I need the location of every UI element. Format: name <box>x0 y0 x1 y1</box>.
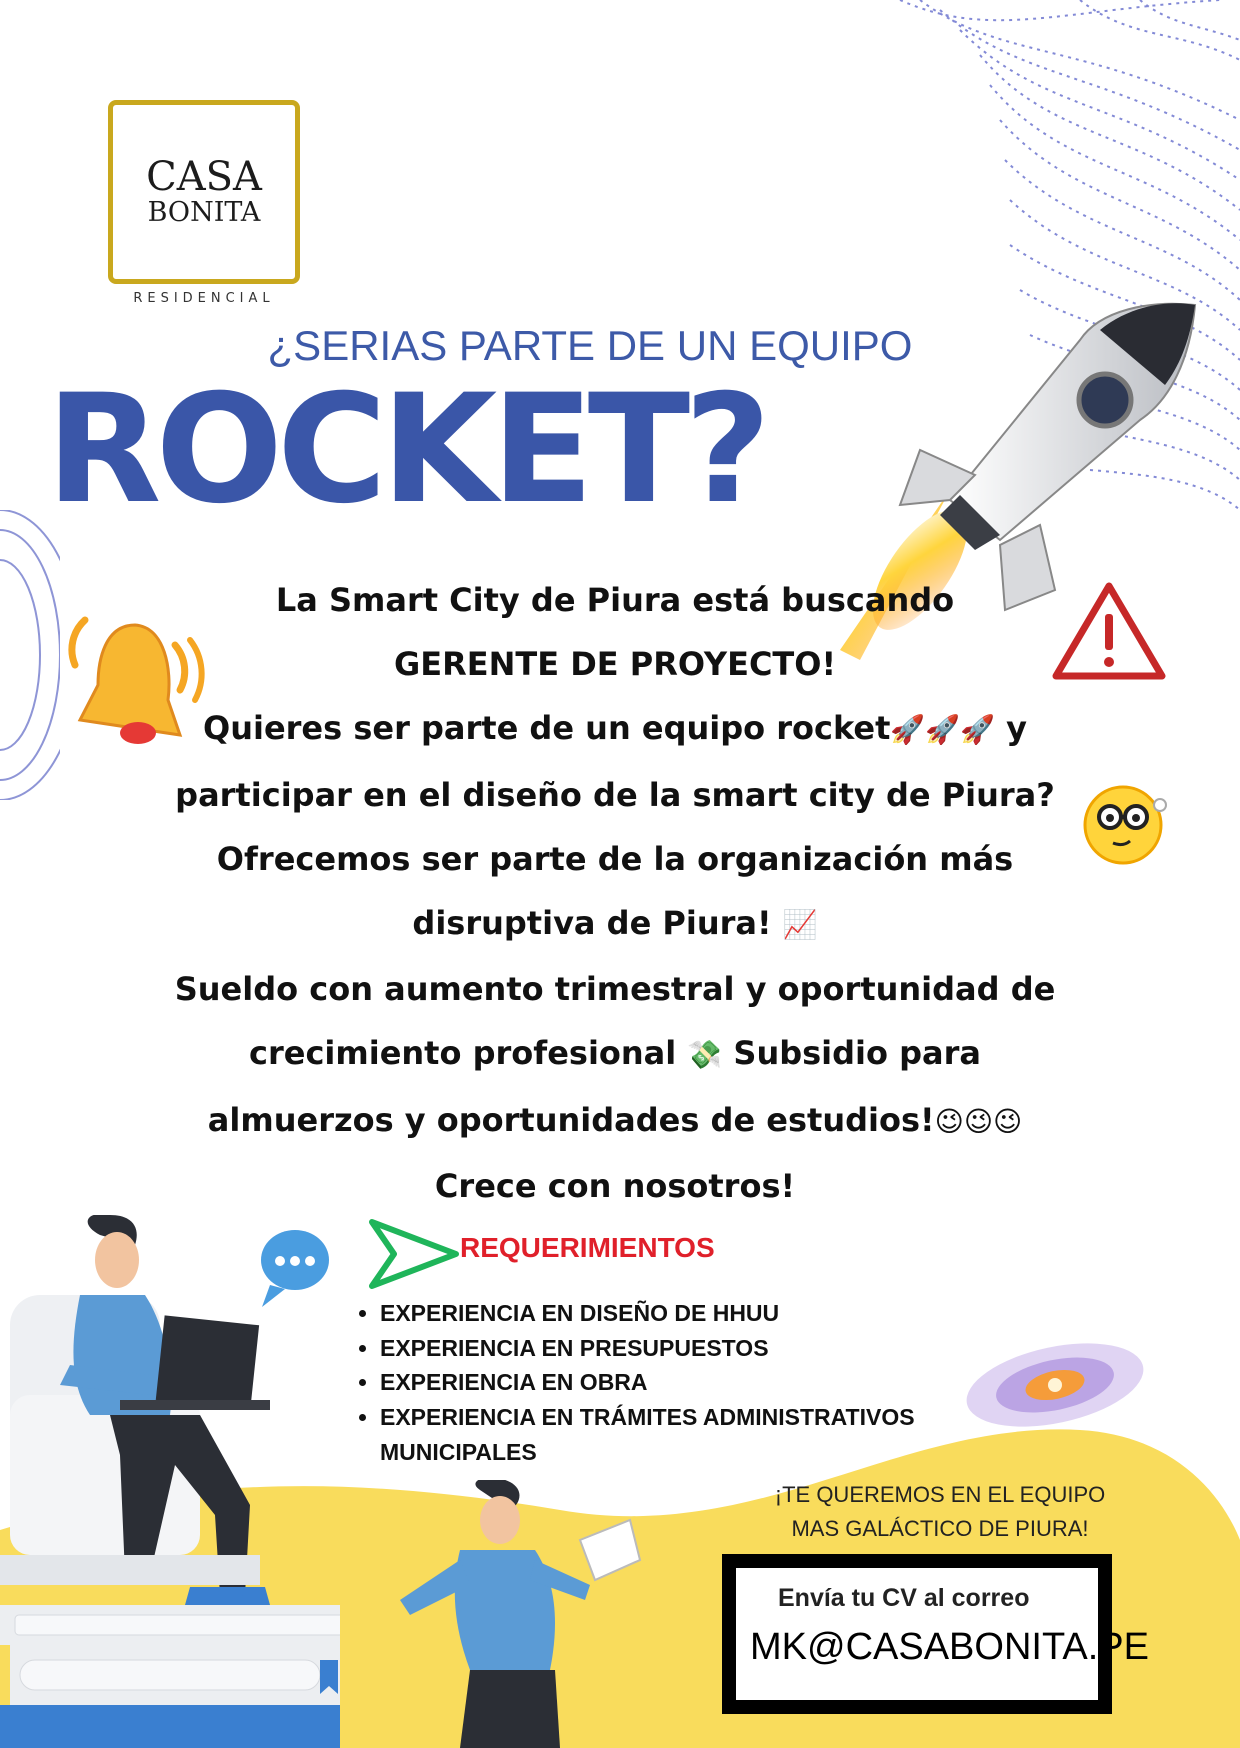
body-line-1: La Smart City de Piura está buscando <box>275 581 955 619</box>
body-line-9-text: almuerzos y oportunidades de estudios! <box>207 1100 935 1139</box>
requirement-item: • EXPERIENCIA EN TRÁMITES ADMINISTRATIVOS MUNICIPALES <box>380 1400 940 1469</box>
body-line-2: GERENTE DE PROYECTO! <box>393 645 837 684</box>
rocket-emoji: 🚀🚀🚀 <box>890 713 995 747</box>
requirement-item: • EXPERIENCIA EN OBRA <box>380 1365 940 1400</box>
bookmark-icon <box>318 1660 340 1696</box>
requirements-list <box>340 1296 940 1470</box>
concentric-arcs-decoration <box>0 510 60 800</box>
galaxy-icon <box>955 1325 1155 1445</box>
money-emoji: 💸 <box>687 1038 723 1072</box>
headline-question: ¿SERIAS PARTE DE UN EQUIPO <box>267 322 913 369</box>
logo-subtitle: RESIDENCIAL <box>133 291 275 306</box>
requirement-item: • EXPERIENCIA EN DISEÑO DE HHUU <box>380 1296 940 1331</box>
body-line-9 <box>135 1088 1095 1154</box>
body-line-8-text: crecimiento profesional <box>248 1034 688 1073</box>
body-line-10: Crece con nosotros! <box>434 1166 796 1205</box>
contact-label: Envía tu CV al correo <box>778 1584 1030 1612</box>
body-line-6 <box>135 891 1095 957</box>
call-to-action <box>730 1478 1150 1546</box>
contact-email-link[interactable]: MK@CASABONITA.PE <box>750 1626 1149 1668</box>
person-laptop-illustration <box>0 1215 340 1748</box>
body-line-3 <box>135 696 1095 762</box>
logo-line-1: CASA <box>146 154 262 200</box>
job-description <box>135 568 1095 1218</box>
person-reading-illustration <box>360 1480 650 1748</box>
body-line-6-text: disruptiva de Piura! <box>412 904 783 943</box>
body-line-7: Sueldo con aumento trimestral y oportunidad de <box>174 970 1056 1009</box>
headline-main: ROCKET? <box>46 363 766 537</box>
body-line-8 <box>135 1021 1095 1087</box>
logo-line-2: BONITA <box>147 197 261 228</box>
chart-up-emoji: 📈 <box>782 908 818 942</box>
body-line-8-tail: Subsidio para <box>722 1034 982 1073</box>
cta-line-1: ¡TE QUEREMOS EN EL EQUIPO <box>774 1482 1106 1507</box>
requirement-item: • EXPERIENCIA EN PRESUPUESTOS <box>380 1331 940 1366</box>
casa-bonita-logo <box>108 100 300 284</box>
cta-line-2: MAS GALÁCTICO DE PIURA! <box>791 1516 1089 1541</box>
wink-emoji: 😉😉😉 <box>934 1104 1023 1138</box>
send-arrow-icon <box>368 1218 460 1290</box>
body-line-3-tail: y <box>995 709 1027 748</box>
body-line-5: Ofrecemos ser parte de la organización más <box>216 839 1014 878</box>
body-line-4: participar en el diseño de la smart city de Piura? <box>175 775 1055 814</box>
contact-box <box>722 1554 1149 1714</box>
requirements-title: REQUERIMIENTOS <box>460 1232 715 1263</box>
body-line-3-text: Quieres ser parte de un equipo rocket <box>202 709 891 748</box>
